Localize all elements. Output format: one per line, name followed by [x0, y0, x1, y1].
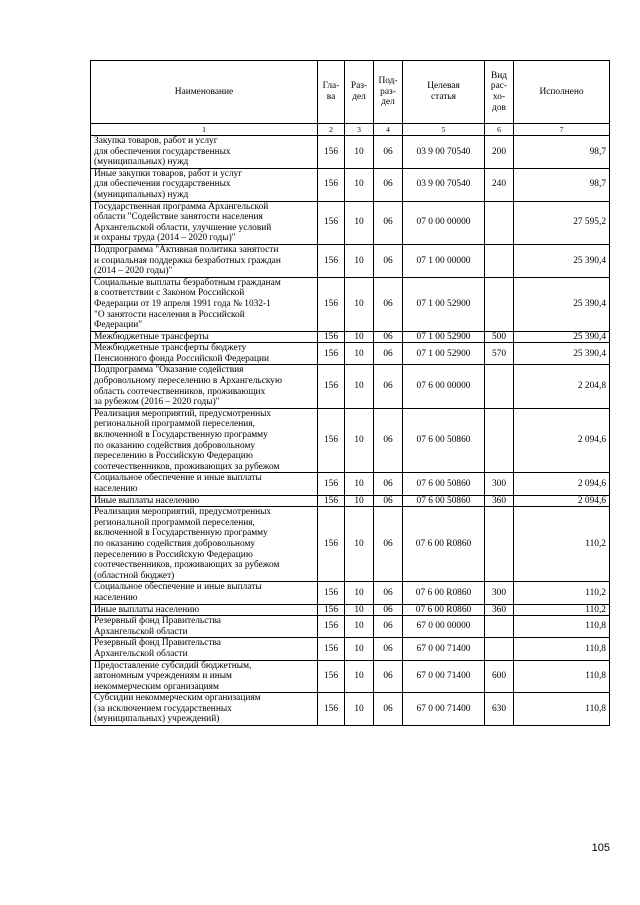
row-name: Предоставление субсидий бюджетным, автономным учреждениям и иным некоммерческим организациям	[91, 660, 318, 693]
page-number: 105	[591, 842, 610, 854]
column-number: 7	[514, 124, 610, 136]
row-name: Реализация мероприятий, предусмотренных региональной программой переселения, включенной в Государственную программу по оказанию содействия добровольному переселению в Российскую Федерацию соотечественников, проживающих за рубежом	[91, 408, 318, 473]
row-amount: 25 390,4	[514, 277, 610, 331]
row-podrazdel: 06	[374, 507, 403, 582]
row-glava: 156	[318, 365, 345, 408]
row-glava: 156	[318, 582, 345, 604]
row-name: Реализация мероприятий, предусмотренных региональной программой переселения, включенной в Государственную программу по оказанию содействия добровольному переселению в Российскую Федерацию соотечественников, проживающих за рубежом (областной бюджет)	[91, 507, 318, 582]
row-razdel: 10	[345, 408, 374, 473]
row-vid: 200	[485, 136, 514, 169]
row-target: 07 6 00 R0860	[403, 507, 485, 582]
row-podrazdel: 06	[374, 616, 403, 638]
row-podrazdel: 06	[374, 365, 403, 408]
row-vid: 300	[485, 582, 514, 604]
row-target: 07 6 00 50860	[403, 408, 485, 473]
column-number: 6	[485, 124, 514, 136]
table-row	[91, 582, 610, 604]
header-glava: Гла- ва	[318, 61, 345, 124]
row-glava: 156	[318, 136, 345, 169]
row-vid: 360	[485, 604, 514, 616]
row-razdel: 10	[345, 693, 374, 726]
row-name: Подпрограмма "Активная политика занятости и социальная поддержка безработных граждан (2014 – 2020 годы)"	[91, 244, 318, 277]
row-name: Иные выплаты населению	[91, 604, 318, 616]
row-amount: 110,8	[514, 660, 610, 693]
row-razdel: 10	[345, 507, 374, 582]
row-target: 07 6 00 50860	[403, 495, 485, 507]
row-razdel: 10	[345, 244, 374, 277]
row-razdel: 10	[345, 660, 374, 693]
row-amount: 110,2	[514, 604, 610, 616]
row-name: Подпрограмма "Оказание содействия добровольному переселению в Архангельскую область соотечественников, проживающих за рубежом (2016 – 2020 годы)"	[91, 365, 318, 408]
header-name: Наименование	[91, 61, 318, 124]
row-podrazdel: 06	[374, 201, 403, 244]
table-row	[91, 136, 610, 169]
row-podrazdel: 06	[374, 582, 403, 604]
table-row	[91, 507, 610, 582]
row-vid: 600	[485, 660, 514, 693]
row-vid	[485, 616, 514, 638]
row-amount: 25 390,4	[514, 331, 610, 343]
row-podrazdel: 06	[374, 693, 403, 726]
row-name: Государственная программа Архангельской области "Содействие занятости населения Архангельской области, улучшение условий и охраны труда (2014 – 2020 годы)"	[91, 201, 318, 244]
row-amount: 110,8	[514, 616, 610, 638]
row-podrazdel: 06	[374, 168, 403, 201]
table-row	[91, 277, 610, 331]
row-podrazdel: 06	[374, 136, 403, 169]
table-row	[91, 168, 610, 201]
row-vid	[485, 365, 514, 408]
row-amount: 25 390,4	[514, 244, 610, 277]
row-glava: 156	[318, 616, 345, 638]
row-target: 07 6 00 R0860	[403, 582, 485, 604]
row-amount: 27 595,2	[514, 201, 610, 244]
row-vid: 630	[485, 693, 514, 726]
header-target: Целевая статья	[403, 61, 485, 124]
row-podrazdel: 06	[374, 660, 403, 693]
row-target: 07 6 00 00000	[403, 365, 485, 408]
row-target: 67 0 00 00000	[403, 616, 485, 638]
row-name: Резервный фонд Правительства Архангельской области	[91, 616, 318, 638]
row-glava: 156	[318, 244, 345, 277]
row-amount: 110,8	[514, 693, 610, 726]
table-body	[91, 136, 610, 726]
row-glava: 156	[318, 693, 345, 726]
row-vid: 240	[485, 168, 514, 201]
column-number: 3	[345, 124, 374, 136]
row-glava: 156	[318, 201, 345, 244]
row-podrazdel: 06	[374, 331, 403, 343]
header-vid: Вид рас- хо- дов	[485, 61, 514, 124]
row-glava: 156	[318, 638, 345, 660]
table-row	[91, 616, 610, 638]
table-row	[91, 693, 610, 726]
row-target: 67 0 00 71400	[403, 693, 485, 726]
row-glava: 156	[318, 495, 345, 507]
row-glava: 156	[318, 473, 345, 495]
table-row	[91, 473, 610, 495]
row-razdel: 10	[345, 201, 374, 244]
row-razdel: 10	[345, 343, 374, 365]
row-vid	[485, 638, 514, 660]
row-podrazdel: 06	[374, 495, 403, 507]
row-target: 07 6 00 50860	[403, 473, 485, 495]
row-vid: 300	[485, 473, 514, 495]
table-row	[91, 495, 610, 507]
row-amount: 2 094,6	[514, 473, 610, 495]
row-razdel: 10	[345, 616, 374, 638]
row-vid: 500	[485, 331, 514, 343]
row-razdel: 10	[345, 136, 374, 169]
row-razdel: 10	[345, 604, 374, 616]
row-name: Межбюджетные трансферты бюджету Пенсионного фонда Российской Федерации	[91, 343, 318, 365]
table-row	[91, 365, 610, 408]
row-razdel: 10	[345, 168, 374, 201]
row-razdel: 10	[345, 473, 374, 495]
row-vid: 570	[485, 343, 514, 365]
row-podrazdel: 06	[374, 408, 403, 473]
table-row	[91, 660, 610, 693]
row-target: 67 0 00 71400	[403, 638, 485, 660]
row-target: 07 1 00 52900	[403, 343, 485, 365]
row-podrazdel: 06	[374, 343, 403, 365]
row-glava: 156	[318, 343, 345, 365]
table-row	[91, 244, 610, 277]
row-podrazdel: 06	[374, 244, 403, 277]
row-vid	[485, 408, 514, 473]
row-target: 67 0 00 71400	[403, 660, 485, 693]
row-amount: 2 094,6	[514, 408, 610, 473]
column-number: 4	[374, 124, 403, 136]
row-podrazdel: 06	[374, 473, 403, 495]
table-row	[91, 408, 610, 473]
row-amount: 98,7	[514, 136, 610, 169]
row-glava: 156	[318, 168, 345, 201]
row-amount: 110,2	[514, 507, 610, 582]
row-target: 07 1 00 52900	[403, 277, 485, 331]
column-number: 1	[91, 124, 318, 136]
row-glava: 156	[318, 408, 345, 473]
header-executed: Исполнено	[514, 61, 610, 124]
row-amount: 25 390,4	[514, 343, 610, 365]
row-podrazdel: 06	[374, 277, 403, 331]
row-razdel: 10	[345, 495, 374, 507]
row-vid	[485, 507, 514, 582]
row-razdel: 10	[345, 582, 374, 604]
table-row	[91, 604, 610, 616]
table-row	[91, 201, 610, 244]
row-glava: 156	[318, 507, 345, 582]
row-target: 03 9 00 70540	[403, 168, 485, 201]
row-podrazdel: 06	[374, 638, 403, 660]
row-target: 07 6 00 R0860	[403, 604, 485, 616]
row-razdel: 10	[345, 638, 374, 660]
row-amount: 2 094,6	[514, 495, 610, 507]
row-vid: 360	[485, 495, 514, 507]
row-amount: 110,2	[514, 582, 610, 604]
row-name: Иные выплаты населению	[91, 495, 318, 507]
row-razdel: 10	[345, 365, 374, 408]
column-number: 5	[403, 124, 485, 136]
row-vid	[485, 244, 514, 277]
row-target: 07 1 00 00000	[403, 244, 485, 277]
row-glava: 156	[318, 277, 345, 331]
budget-table	[90, 60, 610, 726]
row-name: Иные закупки товаров, работ и услуг для обеспечения государственных (муниципальных) нужд	[91, 168, 318, 201]
row-name: Социальное обеспечение и иные выплаты населению	[91, 582, 318, 604]
row-name: Субсидии некоммерческим организациям (за исключением государственных (муниципальных) учреждений)	[91, 693, 318, 726]
row-target: 07 0 00 00000	[403, 201, 485, 244]
row-name: Межбюджетные трансферты	[91, 331, 318, 343]
row-name: Резервный фонд Правительства Архангельской области	[91, 638, 318, 660]
row-target: 07 1 00 52900	[403, 331, 485, 343]
row-vid	[485, 277, 514, 331]
row-name: Закупка товаров, работ и услуг для обеспечения государственных (муниципальных) нужд	[91, 136, 318, 169]
row-target: 03 9 00 70540	[403, 136, 485, 169]
header-razdel: Раз- дел	[345, 61, 374, 124]
row-glava: 156	[318, 331, 345, 343]
row-razdel: 10	[345, 331, 374, 343]
header-podrazdel: Под- раз- дел	[374, 61, 403, 124]
row-podrazdel: 06	[374, 604, 403, 616]
table-row	[91, 343, 610, 365]
row-amount: 2 204,8	[514, 365, 610, 408]
row-razdel: 10	[345, 277, 374, 331]
row-amount: 98,7	[514, 168, 610, 201]
row-name: Социальные выплаты безработным гражданам в соответствии с Законом Российской Федерации от 19 апреля 1991 года № 1032-1 "О занятости населения в Российской Федерации"	[91, 277, 318, 331]
table-header	[91, 61, 610, 136]
row-name: Социальное обеспечение и иные выплаты населению	[91, 473, 318, 495]
row-amount: 110,8	[514, 638, 610, 660]
row-glava: 156	[318, 604, 345, 616]
row-vid	[485, 201, 514, 244]
column-number: 2	[318, 124, 345, 136]
table-row	[91, 638, 610, 660]
row-glava: 156	[318, 660, 345, 693]
table-row	[91, 331, 610, 343]
